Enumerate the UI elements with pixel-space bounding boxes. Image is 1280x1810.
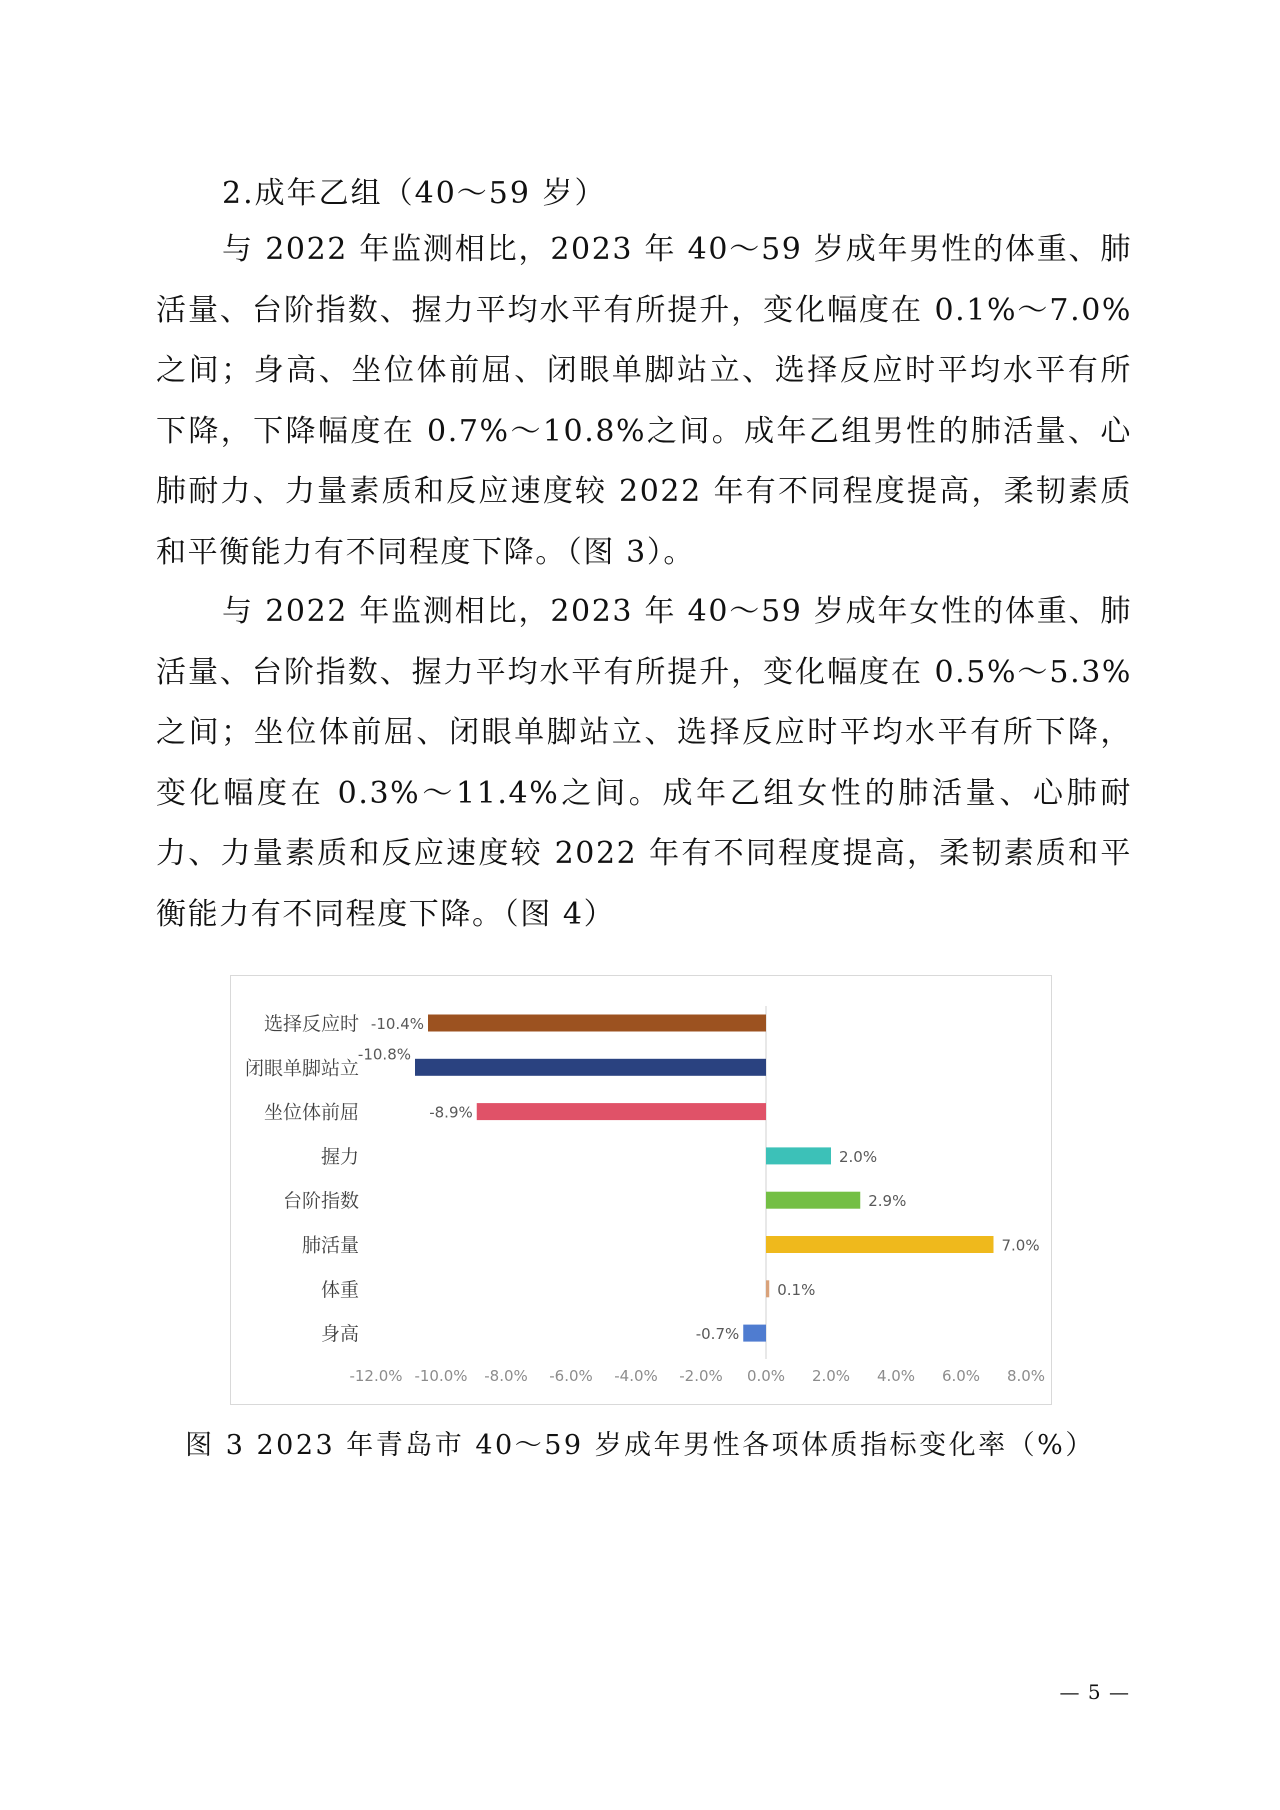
data-label-2: -8.9% [429, 1103, 473, 1122]
bar-chart [231, 976, 1053, 1406]
category-label-2: 坐位体前屈 [263, 1101, 359, 1124]
x-tick-label-9: 6.0% [941, 1367, 981, 1385]
data-label-7: -0.7% [695, 1325, 740, 1344]
x-tick-label-2: -8.0% [484, 1367, 528, 1385]
bar-0 [428, 1015, 766, 1032]
bar-2 [477, 1103, 766, 1120]
x-tick-label-0: -12.0% [349, 1367, 403, 1385]
category-label-4: 台阶指数 [282, 1190, 359, 1213]
category-label-1: 闭眼单脚站立 [244, 1057, 359, 1080]
x-tick-label-4: -4.0% [614, 1367, 658, 1385]
x-tick-label-3: -6.0% [549, 1367, 593, 1385]
category-label-5: 肺活量 [301, 1234, 359, 1257]
bar-5 [766, 1236, 994, 1253]
bar-3 [766, 1147, 831, 1164]
x-tick-label-5: -2.0% [679, 1367, 723, 1385]
category-label-6: 体重 [320, 1278, 359, 1301]
x-tick-label-6: 0.0% [746, 1367, 786, 1385]
bar-4 [766, 1192, 860, 1209]
bar-1 [415, 1059, 766, 1076]
data-label-5: 7.0% [1001, 1236, 1040, 1255]
figure-caption: 图 3 2023 年青岛市 40～59 岁成年男性各项体质指标变化率（%） [185, 1430, 1095, 1461]
bar-6 [766, 1280, 769, 1297]
category-label-7: 身高 [320, 1323, 359, 1346]
category-label-3: 握力 [320, 1145, 359, 1168]
data-label-4: 2.9% [868, 1192, 907, 1211]
x-tick-label-8: 4.0% [876, 1367, 916, 1385]
data-label-3: 2.0% [839, 1147, 878, 1166]
paragraph-female: 与 2022 年监测相比，2023 年 40～59 岁成年女性的体重、肺活量、台阶指数、握力平均水平有所提升，变化幅度在 0.5%～5.3%之间；坐位体前屈、闭眼单脚站立、选择反应时平均水平有所下降，变化幅度在 0.3%～11.4%之间。成年乙组女性的肺活量、心肺耐力、力量素质和反应速度较 2022 年有不同程度提高，柔韧素质和平衡能力有不同程度下降。（图 4） [156, 594, 1132, 932]
data-label-0: -10.4% [370, 1015, 424, 1033]
x-tick-label-10: 8.0% [1006, 1367, 1046, 1385]
paragraph-male: 与 2022 年监测相比，2023 年 40～59 岁成年男性的体重、肺活量、台阶指数、握力平均水平有所提升，变化幅度在 0.1%～7.0%之间；身高、坐位体前屈、闭眼单脚站立、选择反应时平均水平有所下降，下降幅度在 0.7%～10.8%之间。成年乙组男性的肺活量、心肺耐力、力量素质和反应速度较 2022 年有不同程度提高，柔韧素质和平衡能力有不同程度下降。（图 3）。 [156, 232, 1132, 570]
category-label-0: 选择反应时 [263, 1013, 359, 1035]
x-tick-label-7: 2.0% [811, 1367, 851, 1385]
bar-chart-figure [230, 975, 1052, 1405]
section-heading: 2.成年乙组（40～59 岁） [222, 176, 607, 211]
bar-7 [743, 1325, 766, 1342]
data-label-1: -10.8% [357, 1045, 411, 1064]
page-number: — 5 — [1059, 1680, 1130, 1704]
data-label-6: 0.1% [777, 1280, 816, 1299]
x-tick-label-1: -10.0% [414, 1367, 468, 1385]
